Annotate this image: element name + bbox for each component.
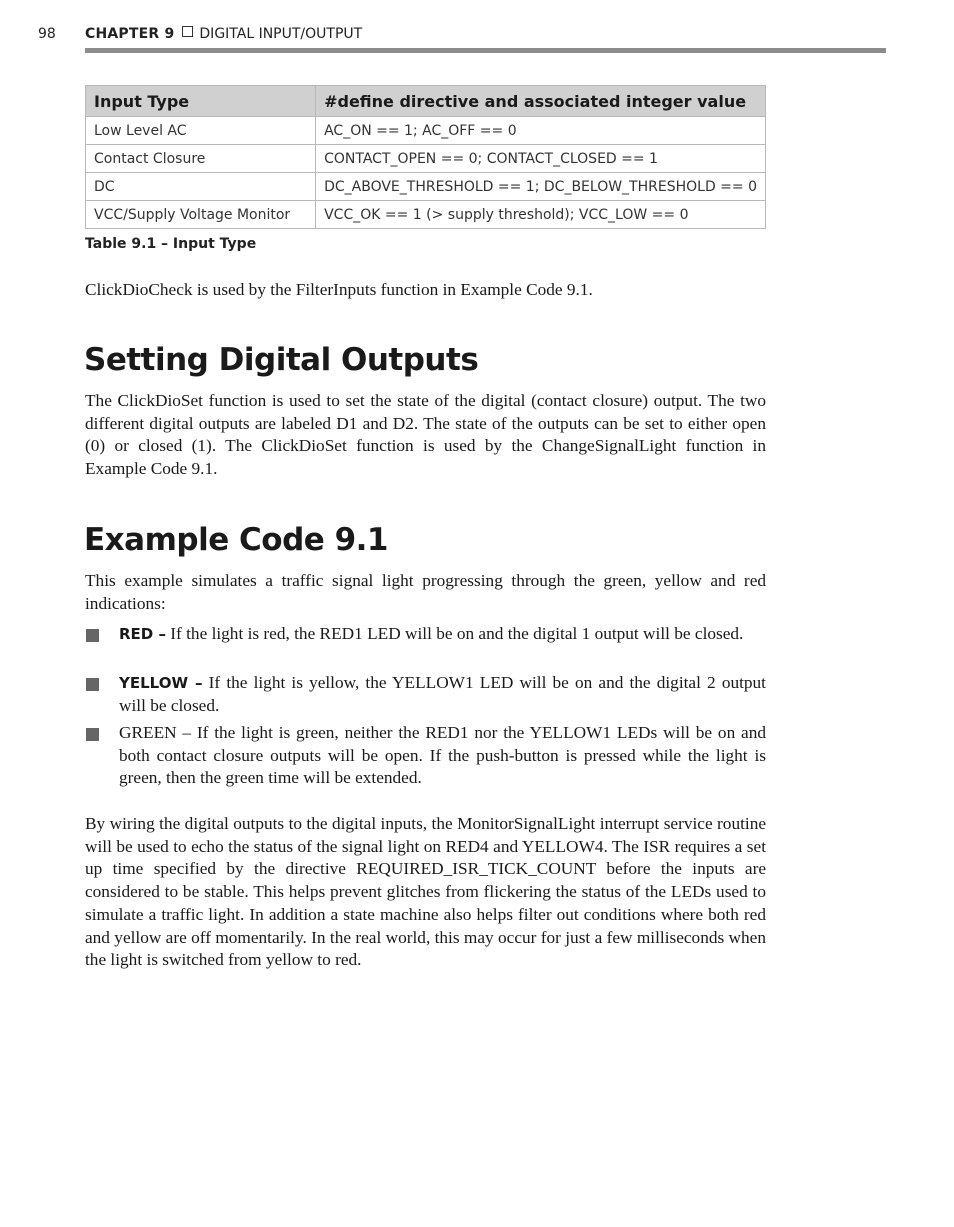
page-header: [38, 26, 886, 46]
chapter-label: CHAPTER 9: [85, 26, 175, 42]
bullet-text: GREEN – If the light is green, neither the RED1 nor the YELLOW1 LEDs will be on and both contact closure outputs will be open. If the push-button is pressed while the light is green, then the green time will be extended.: [119, 723, 766, 788]
column-header: #define directive and associated integer value: [316, 86, 766, 117]
list-item: [85, 623, 766, 646]
chapter-title: DIGITAL INPUT/OUTPUT: [199, 26, 363, 42]
closing-paragraph: By wiring the digital outputs to the digital inputs, the MonitorSignalLight interrupt service routine will be used to echo the status of the signal light on RED4 and YELLOW4. The ISR requires a set up time specified by the directive REQUIRED_ISR_TICK_COUNT before the inputs are considered to be stable. This helps prevent glitches from flickering the status of the LEDs used to simulate a traffic light. In addition a state machine also helps filter out conditions where both red and yellow are off momentarily. In the real world, this may occur for just a few milliseconds when the light is switched from yellow to red.: [85, 814, 766, 970]
table-row: [86, 201, 766, 229]
bullet-square-icon: [86, 678, 99, 691]
table-cell: Low Level AC: [86, 117, 316, 145]
table-header-row: [86, 86, 766, 117]
table-cell: CONTACT_OPEN == 0; CONTACT_CLOSED == 1: [316, 145, 766, 173]
bullet-text: If the light is yellow, the YELLOW1 LED will be on and the digital 2 output will be closed.: [119, 673, 766, 715]
input-type-table: [85, 85, 766, 229]
section2-intro: This example simulates a traffic signal light progressing through the green, yellow and red indications:: [85, 571, 766, 613]
column-header: Input Type: [86, 86, 316, 117]
bullet-label: YELLOW –: [119, 674, 203, 692]
page-number: 98: [38, 26, 56, 42]
table-row: [86, 145, 766, 173]
section1-body: The ClickDioSet function is used to set the state of the digital (contact closure) output. The two different digital outputs are labeled D1 and D2. The state of the outputs can be set to either open (0) or closed (1). The ClickDioSet function is used by the ChangeSignalLight function in Example Code 9.1.: [85, 391, 766, 479]
table-cell: AC_ON == 1; AC_OFF == 0: [316, 117, 766, 145]
intro-paragraph: ClickDioCheck is used by the FilterInputs function in Example Code 9.1.: [85, 280, 593, 299]
bullet-label: RED –: [119, 625, 166, 643]
table-caption: Table 9.1 – Input Type: [85, 236, 257, 252]
list-item: [85, 722, 766, 790]
section-heading-example-code: Example Code 9.1: [84, 522, 388, 558]
table-row: [86, 173, 766, 201]
separator-box-icon: [182, 26, 193, 37]
bullet-square-icon: [86, 728, 99, 741]
table-cell: VCC_OK == 1 (> supply threshold); VCC_LOW == 0: [316, 201, 766, 229]
table-cell: DC: [86, 173, 316, 201]
list-item: [85, 672, 766, 717]
bullet-square-icon: [86, 629, 99, 642]
table-cell: Contact Closure: [86, 145, 316, 173]
table-row: [86, 117, 766, 145]
table-cell: DC_ABOVE_THRESHOLD == 1; DC_BELOW_THRESHOLD == 0: [316, 173, 766, 201]
table-cell: VCC/Supply Voltage Monitor: [86, 201, 316, 229]
section-heading-setting-digital-outputs: Setting Digital Outputs: [84, 342, 479, 378]
header-rule: [85, 48, 886, 53]
running-head: [85, 26, 362, 42]
bullet-text: If the light is red, the RED1 LED will be on and the digital 1 output will be closed.: [165, 624, 744, 643]
